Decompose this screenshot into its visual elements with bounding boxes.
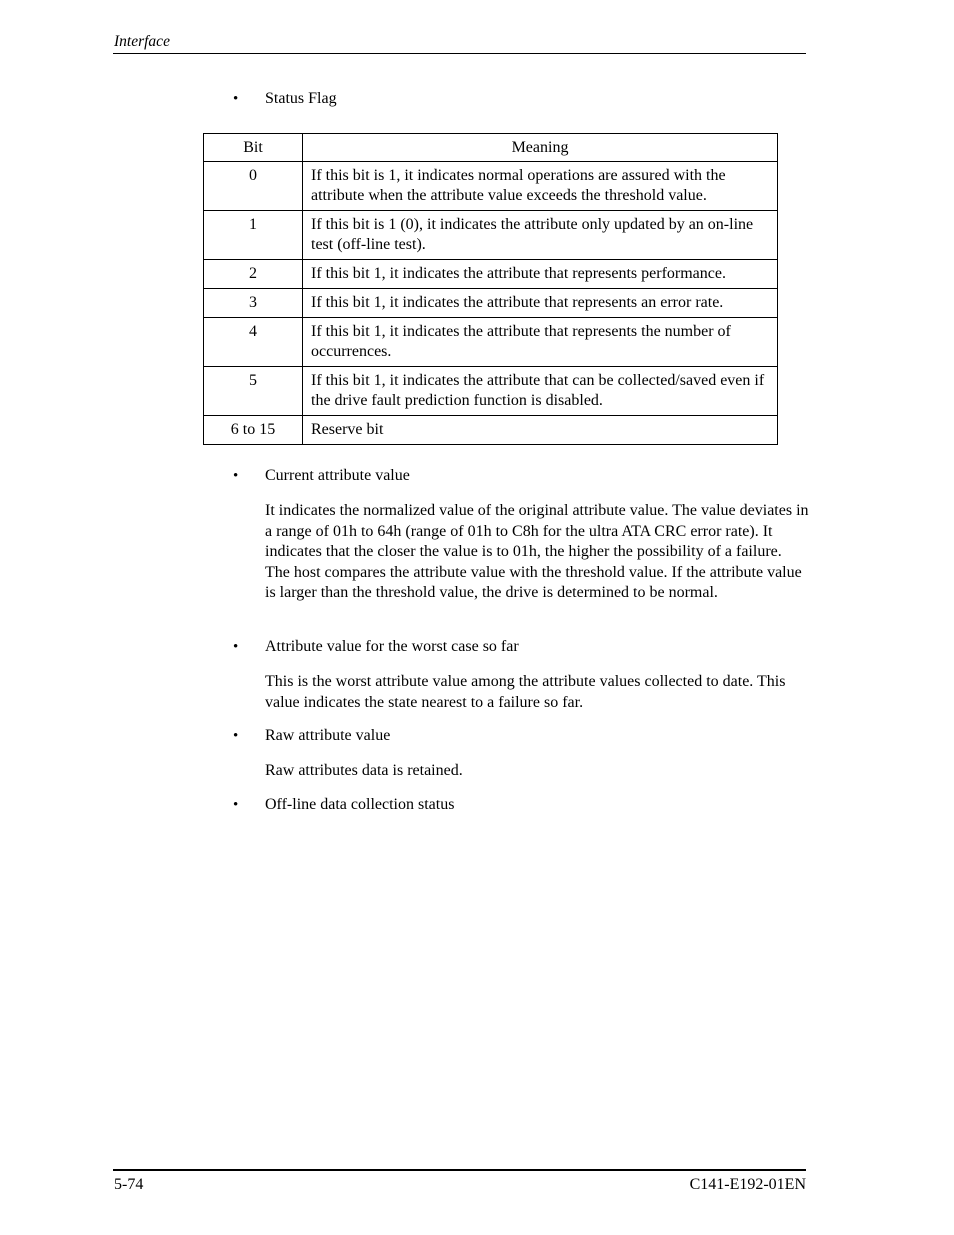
- bit-cell: 4: [204, 318, 303, 367]
- table-row: [204, 162, 778, 211]
- bullet-icon: •: [233, 639, 239, 655]
- bullet-icon: •: [233, 468, 239, 484]
- table-row: [204, 260, 778, 289]
- status-flag-heading: Status Flag: [265, 90, 337, 107]
- table-row: [204, 318, 778, 367]
- table-row: [204, 211, 778, 260]
- bit-cell: 2: [204, 260, 303, 289]
- meaning-cell: If this bit 1, it indicates the attribute that represents the number of occurrences.: [303, 318, 778, 367]
- worst-value-heading: Attribute value for the worst case so far: [265, 638, 519, 655]
- meaning-cell: If this bit 1, it indicates the attribute that can be collected/saved even if the drive fault prediction function is disabled.: [303, 367, 778, 416]
- bullet-icon: •: [233, 728, 239, 744]
- bit-cell: 5: [204, 367, 303, 416]
- header-section-title: Interface: [114, 33, 170, 50]
- table-header-row: [204, 134, 778, 162]
- current-value-body: It indicates the normalized value of the original attribute value. The value deviates in a range of 01h to 64h (range of 01h to C8h for the ultra ATA CRC error rate). It indicates that the closer the value is to 01h, the higher the possibility of a failure. The host compares the attribute value with the threshold value. If the attribute value is larger than the threshold value, the drive is determined to be normal.: [265, 502, 809, 601]
- offline-status-heading: Off-line data collection status: [265, 796, 455, 813]
- bit-cell: 1: [204, 211, 303, 260]
- footer-divider: [113, 1169, 806, 1171]
- meaning-cell: If this bit is 1 (0), it indicates the attribute only updated by an on-line test (off-line test).: [303, 211, 778, 260]
- table-row: [204, 416, 778, 445]
- status-flag-table: [203, 133, 778, 445]
- bit-cell: 6 to 15: [204, 416, 303, 445]
- table-row: [204, 289, 778, 318]
- column-header-meaning: Meaning: [303, 134, 778, 162]
- raw-value-heading: Raw attribute value: [265, 727, 391, 744]
- meaning-cell: If this bit 1, it indicates the attribute that represents performance.: [303, 260, 778, 289]
- header-divider: [113, 53, 806, 54]
- bit-cell: 0: [204, 162, 303, 211]
- current-value-heading: Current attribute value: [265, 467, 410, 484]
- worst-value-body: This is the worst attribute value among the attribute values collected to date. This value indicates the state nearest to a failure so far.: [265, 673, 786, 711]
- raw-value-body: Raw attributes data is retained.: [265, 762, 463, 779]
- bit-cell: 3: [204, 289, 303, 318]
- table-row: [204, 367, 778, 416]
- meaning-cell: If this bit 1, it indicates the attribute that represents an error rate.: [303, 289, 778, 318]
- page-number: 5-74: [114, 1176, 144, 1193]
- document-id: C141-E192-01EN: [689, 1176, 806, 1193]
- bullet-icon: •: [233, 91, 239, 107]
- meaning-cell: If this bit is 1, it indicates normal operations are assured with the attribute when the attribute value exceeds the threshold value.: [303, 162, 778, 211]
- bullet-icon: •: [233, 797, 239, 813]
- column-header-bit: Bit: [204, 134, 303, 162]
- meaning-cell: Reserve bit: [303, 416, 778, 445]
